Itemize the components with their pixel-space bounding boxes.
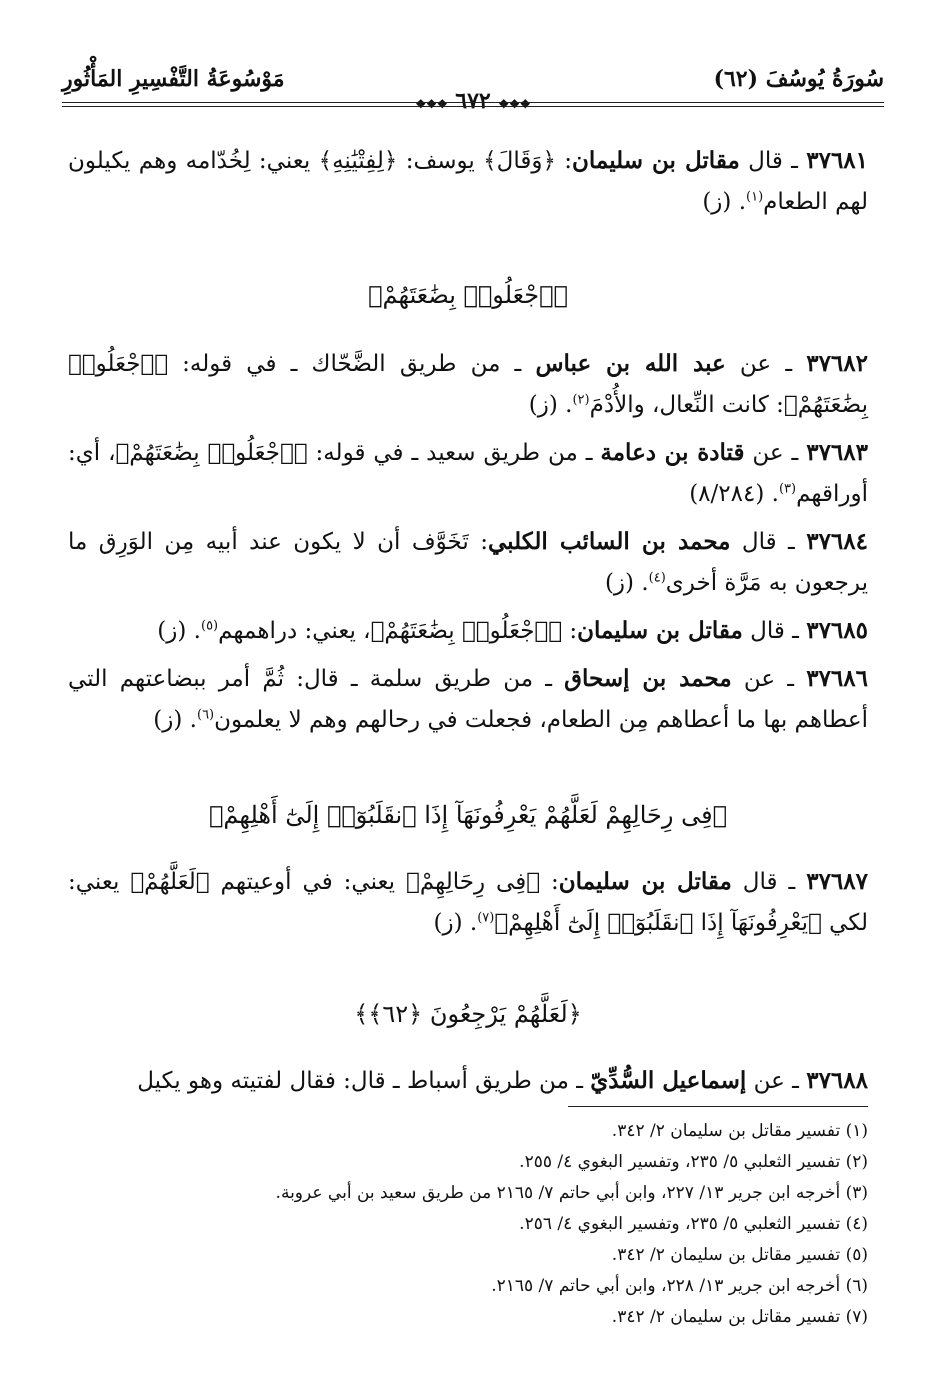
footnote-ref: (٥) [200, 618, 219, 634]
header-rule-thin [62, 106, 884, 107]
narrator-name: قتادة بن دعامة [600, 439, 745, 466]
entry-pre: ـ قال [739, 148, 807, 174]
narrator-name: عبد الله بن عباس [535, 350, 726, 377]
footnote: (٢) تفسير الثعلبي ٥/ ٢٣٥، وتفسير البغوي ٤/ ٢٥٥. [519, 1152, 868, 1172]
entry-source: . (ز) [702, 189, 747, 215]
entry-source: . (ز) [153, 707, 197, 733]
entry [68, 658, 868, 741]
page-number [415, 88, 530, 114]
footnote-ref: (٣) [778, 481, 797, 497]
footnote-ref: (٧) [477, 910, 495, 926]
header-rule [62, 102, 884, 103]
verse-heading: ﴿ٱجْعَلُوا۟ بِضَٰعَتَهُمْ﴾ [368, 281, 568, 309]
entry-number: ٣٧٦٨٥ [806, 617, 868, 644]
verse-heading: ﴿فِى رِحَالِهِمْ لَعَلَّهُمْ يَعْرِفُونَهَآ إِذَا ٱنقَلَبُوٓا۟ إِلَىٰٓ أَهْلِهِمْ﴾ [209, 801, 727, 829]
entry [68, 521, 868, 604]
entry-pre: ـ عن [746, 1068, 807, 1094]
ornament-icon: ❖❖❖ [415, 97, 448, 111]
entry-number: ٣٧٦٨٧ [806, 868, 868, 895]
entry [68, 610, 868, 652]
entry-text: ـ من طريق الضَّحّاك ـ في قوله: ﴿ٱجْعَلُوا۟ بِضَٰعَتَهُمْ﴾: كانت النِّعال، والأُدْمَ [68, 351, 868, 418]
footnote: (٧) تفسير مقاتل بن سليمان ٢/ ٣٤٢. [611, 1307, 868, 1327]
narrator-name: إسماعيل السُّدِّيّ [590, 1067, 747, 1094]
entry-text: ـ من طريق سلمة ـ قال: ثُمَّ أمر ببضاعتهم التي أعطاهم بها ما أعطاهم مِن الطعام، فجعلت في رحالهم وهم لا يعلمون [68, 666, 868, 733]
entry-text: : تَخَوَّف أن لا يكون عند أبيه مِن الوَرِق ما يرجعون به مَرَّة أخرى [68, 529, 868, 596]
entry-number: ٣٧٦٨٤ [806, 528, 868, 555]
footnote: (٥) تفسير مقاتل بن سليمان ٢/ ٣٤٢. [611, 1245, 868, 1265]
narrator-name: محمد بن إسحاق [564, 665, 732, 692]
footnotes [68, 1116, 868, 1333]
surah-title: سُورَةُ يُوسُفَ (٦٢) [713, 66, 884, 92]
ornament-icon: ❖❖❖ [498, 97, 531, 111]
entry-number: ٣٧٦٨٣ [806, 439, 868, 466]
narrator-name: مقاتل بن سليمان [558, 868, 732, 895]
entry-pre: ـ قال [731, 869, 807, 895]
footnote: (٣) أخرجه ابن جرير ١٣/ ٢٢٧، وابن أبي حاتم ٧/ ٢١٦٥ من طريق سعيد بن أبي عروبة. [275, 1183, 868, 1203]
entry-pre: ـ عن [731, 666, 807, 692]
entry-text: ـ من طريق أسباط ـ قال: فقال لفتيته وهو يكيل [137, 1068, 591, 1094]
entry [68, 343, 868, 426]
entry [68, 861, 868, 944]
footnote-ref: (٦) [196, 707, 215, 723]
entry-text: : ﴿فِى رِحَالِهِمْ﴾ يعني: في أوعيتهم ﴿لَعَلَّهُمْ﴾ يعني: لكي ﴿يَعْرِفُونَهَآ إِذَا ٱنقَلَبُوٓا۟ إِلَىٰٓ أَهْلِهِمْ﴾ [68, 869, 868, 936]
footnote-ref: (١) [746, 189, 764, 205]
entry [68, 1060, 868, 1102]
entry [68, 140, 868, 223]
entry-pre: ـ قال [730, 529, 807, 555]
main-text [68, 140, 868, 1108]
entry-number: ٣٧٦٨١ [806, 147, 869, 174]
entry-pre: ـ عن [725, 351, 807, 377]
entry-source: . (٨/٢٨٤) [689, 481, 779, 507]
running-header [62, 62, 884, 114]
entry-pre: ـ قال [742, 618, 807, 644]
entry-number: ٣٧٦٨٨ [806, 1067, 868, 1094]
entry-source: . (ز) [604, 570, 649, 596]
footnote-rule [568, 1106, 868, 1107]
footnote: (٤) تفسير الثعلبي ٥/ ٢٣٥، وتفسير البغوي ٤/ ٢٥٦. [519, 1214, 868, 1234]
entry-text: : ﴿ٱجْعَلُوا۟ بِضَٰعَتَهُمْ﴾، يعني: دراهمهم [218, 618, 578, 644]
entry-text: ـ من طريق سعيد ـ في قوله: ﴿ٱجْعَلُوا۟ بِضَٰعَتَهُمْ﴾، أي: أوراقهم [68, 440, 868, 507]
verse-heading: ﴿لَعَلَّهُمْ يَرْجِعُونَ ﴿٦٢﴾﴾ [354, 1000, 582, 1028]
entry-number: ٣٧٦٨٦ [806, 665, 868, 692]
footnote-ref: (٤) [648, 570, 666, 586]
book-title: مَوْسُوعَةُ التَّفْسِيرِ المَأْثُورِ [62, 66, 285, 92]
narrator-name: مقاتل بن سليمان [577, 617, 743, 644]
entry-source: . (ز) [528, 392, 573, 418]
entry [68, 432, 868, 515]
entry-source: . (ز) [157, 618, 201, 644]
narrator-name: محمد بن السائب الكلبي [487, 528, 731, 555]
entry-pre: ـ عن [744, 440, 807, 466]
entry-text: : ﴿وَقَالَ﴾ يوسف: ﴿لِفِتْيَٰنِهِ﴾ يعني: لِخُدّامه وهم يكيلون لهم الطعام [68, 148, 868, 215]
footnote: (٦) أخرجه ابن جرير ١٣/ ٢٢٨، وابن أبي حاتم ٧/ ٢١٦٥. [491, 1276, 868, 1296]
page-number-value: ٦٧٢ [455, 88, 491, 114]
footnote: (١) تفسير مقاتل بن سليمان ٢/ ٣٤٢. [611, 1121, 868, 1141]
entry-number: ٣٧٦٨٢ [806, 350, 868, 377]
narrator-name: مقاتل بن سليمان [572, 147, 740, 174]
footnote-ref: (٢) [572, 392, 590, 408]
entry-source: . (ز) [433, 910, 478, 936]
